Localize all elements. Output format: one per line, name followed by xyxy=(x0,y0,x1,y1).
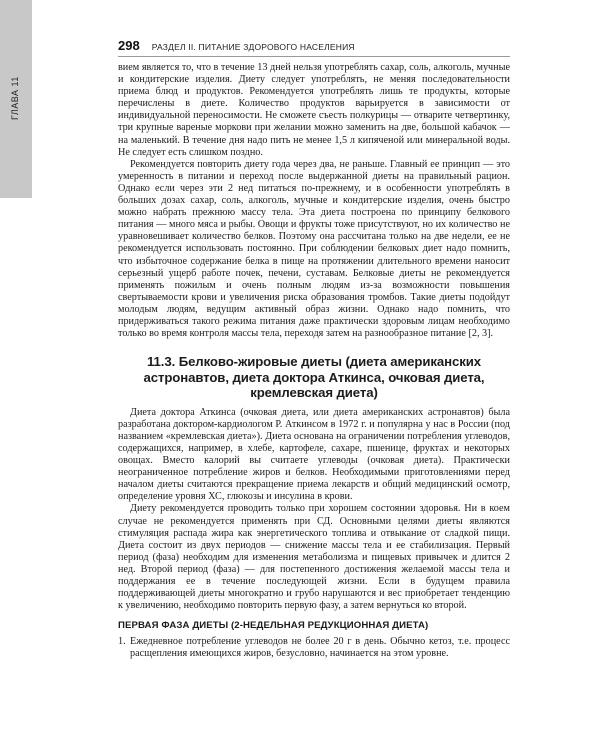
header-divider xyxy=(118,56,510,57)
page-header xyxy=(118,38,510,54)
list-item-text: Ежедневное потребление углеводов не более 20 г в день. Обычно кетоз, т.е. процесс расщепления имеющихся жиров, безусловно, начинается на этом уровне. xyxy=(130,636,510,660)
paragraph-2: Рекомендуется повторить диету года через два, не раньше. Главный ее принцип — это умеренность в питании и переход после выдержанной диеты на правильный рацион. Однако если через эти 2 нед питаться по-прежнему, и в особенности употреблять в больших дозах сахар, соль, алкоголь, мучные и кондитерские изделия, очень быстро можно набрать прежнюю массу тела. Эта диета построена по принципу белкового питания — много мяса и рыбы. Овощи и фрукты тоже присутствуют, но их количество не уравновешивает количество белков. Поэтому она рассчитана только на две недели, ее не рекомендуется использовать постоянно. При соблюдении белковых диет надо помнить, что избыточное содержание белка в пище на протяжении длительного времени наносит серьезный ущерб работе почек, печени, суставам. Белковые диеты не рекомендуется применять пожилым и очень полным людям из-за возможности повышения свертываемости крови и увеличения риска образования тромбов. Такие диеты подойдут молодым людям, ведущим активный образ жизни. Однако надо помнить, что придерживаться такого режима питания даже практически здоровым лицам необходимо только во время контроля массы тела, переходя затем на разнообразное питание [2, 3]. xyxy=(118,158,510,340)
paragraph-3: Диета доктора Аткинса (очковая диета, или диета американских астронавтов) была разработана доктором-кардиологом Р. Аткинсом в 1972 г. и популярна у нас в России (под названием «кремлевская диета»). Диета основана на ограничении потребления углеводов, содержащихся, например, в хлебе, картофеле, сахаре, пшенице, фруктах и некоторых овощах. Вместо калорий вы считаете углеводы (очковая диета). Практически неограниченное потребление жиров и белков. Необходимыми приготовлениями перед началом диеты считаются прекращение приема лекарств и общий медицинский осмотр, определение уровня ХС, глюкозы и инсулина в крови. xyxy=(118,406,510,503)
chapter-side-tab xyxy=(0,0,32,198)
page-number: 298 xyxy=(118,38,140,53)
section-title: 11.3. Белково-жировые диеты (диета американских астронавтов, диета доктора Аткинса, очковая диета, кремлевская диета) xyxy=(143,354,485,401)
list-item-number: 1. xyxy=(118,636,126,648)
running-head: РАЗДЕЛ II. ПИТАНИЕ ЗДОРОВОГО НАСЕЛЕНИЯ xyxy=(151,42,355,52)
page-body xyxy=(118,62,510,660)
paragraph-4: Диету рекомендуется проводить только при хорошем состоянии здоровья. Ни в коем случае не рекомендуется применять при СД. Основными целями диеты являются стимуляция распада жира как энергетического топлива и отвыкание от сладкой пищи. Диета состоит из двух периодов — снижение массы тела и ее стабилизация. Первый период (фаза) необходим для изменения метаболизма и пищевых привычек и длится 2 нед. Второй период (фаза) — для постепенного достижения желаемой массы тела и поддержания ее в течение последующей жизни. Если в будущем правила поддерживающей диеты многократно и грубо нарушаются и вес приобретает тенденцию к увеличению, необходимо повторить первую фазу, а затем вернуться ко второй. xyxy=(118,503,510,612)
list-item xyxy=(118,636,510,660)
chapter-label: ГЛАВА 11 xyxy=(10,76,20,120)
paragraph-1: вием является то, что в течение 13 дней нельзя употреблять сахар, соль, алкоголь, мучные и кондитерские изделия. Диету следует употреблять, не меняя последовательности приема блюд и продуктов. Рекомендуется употреблять лишь те продукты, которые перечислены в диете. Количество продуктов варьируется в зависимости от индивидуальной переносимости. Не сможете съесть полкурицы — отварите четвертинку, три крупные вареные моркови при желании можно заменить на две, большой кабачок — на маленький. В течение дня надо пить не менее 1,5 л кипяченой или минеральной воды. Не следует есть слишком поздно. xyxy=(118,62,510,158)
subheading: ПЕРВАЯ ФАЗА ДИЕТЫ (2-НЕДЕЛЬНАЯ РЕДУКЦИОННАЯ ДИЕТА) xyxy=(118,620,429,632)
